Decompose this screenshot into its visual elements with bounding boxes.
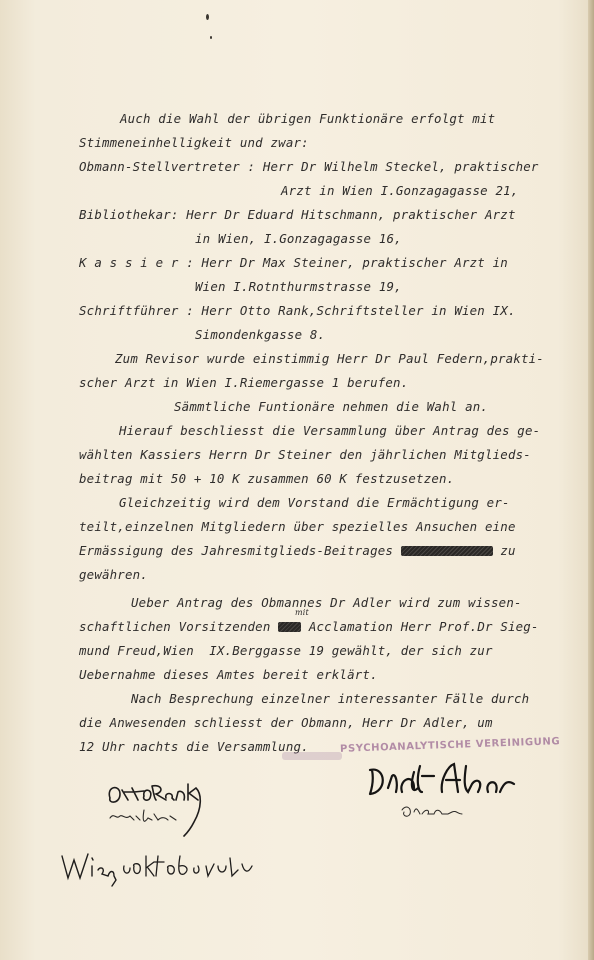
crossed-out-word	[401, 543, 493, 558]
text-line: Uebernahme dieses Amtes bereit erklärt.	[79, 667, 378, 682]
handwritten-insertion: mit	[295, 608, 309, 617]
text-line: wählten Kassiers Herrn Dr Steiner den jährlichen Mitglieds-	[79, 447, 531, 462]
text-line: 12 Uhr nachts die Versammlung.	[79, 739, 309, 754]
text-line: Wien I.Rotnthurmstrasse 19,	[195, 279, 402, 294]
text-line: scher Arzt in Wien I.Riemergasse 1 berufen.	[79, 375, 409, 390]
text-line: beitrag mit 50 + 10 K zusammen 60 K festzusetzen.	[79, 471, 455, 486]
text-line: Obmann-Stellvertreter : Herr Dr Wilhelm Steckel, praktischer	[79, 159, 539, 174]
text-line: Auch die Wahl der übrigen Funktionäre erfolgt mit	[120, 111, 496, 126]
text-line-part: Acclamation Herr Prof.Dr Sieg-	[308, 619, 539, 634]
text-line-part: Ermässigung des Jahresmitglieds-Beitrages	[79, 543, 394, 558]
text-line: teilt,einzelnen Mitgliedern über spezielles Ansuchen eine	[79, 519, 516, 534]
signature-alfred-adler	[362, 758, 532, 828]
text-line: Stimmeneinhelligkeit und zwar:	[79, 135, 309, 150]
text-line: Ueber Antrag des Obmannes Dr Adler wird zum wissen-	[131, 595, 522, 610]
text-line: Bibliothekar: Herr Dr Eduard Hitschmann, praktischer Arzt	[79, 207, 516, 222]
signature-otto-rank	[104, 778, 214, 848]
text-line: Simondenkgasse 8.	[195, 327, 326, 342]
text-line: Schriftführer : Herr Otto Rank,Schriftsteller in Wien IX.	[79, 303, 516, 318]
text-line: mund Freud,Wien IX.Berggasse 19 gewählt, der sich zur	[79, 643, 493, 658]
text-line: Gleichzeitig wird dem Vorstand die Ermächtigung er-	[119, 495, 510, 510]
paper-edge	[588, 0, 594, 960]
text-line-part: schaftlichen Vorsitzenden	[79, 619, 271, 634]
crossed-out-word	[278, 619, 301, 634]
text-line: die Anwesenden schliesst der Obmann, Herr Dr Adler, um	[79, 715, 493, 730]
text-line	[79, 619, 539, 634]
text-line: K a s s i e r : Herr Dr Max Steiner, praktischer Arzt in	[79, 255, 508, 270]
ink-speck	[206, 14, 209, 20]
stamp-fragment	[282, 752, 342, 760]
text-line	[79, 543, 516, 558]
handwritten-place-date	[58, 848, 258, 888]
text-line: in Wien, I.Gonzagagasse 16,	[195, 231, 402, 246]
text-line: Sämmtliche Funtionäre nehmen die Wahl an.	[174, 399, 489, 414]
text-line: Hierauf beschliesst die Versammlung über Antrag des ge-	[119, 423, 541, 438]
ink-speck	[210, 36, 212, 39]
text-line: gewähren.	[79, 567, 148, 582]
text-line: Nach Besprechung einzelner interessanter Fälle durch	[131, 691, 530, 706]
society-stamp: PSYCHOANALYTISCHE VEREINIGUNG	[339, 736, 561, 755]
text-line: Zum Revisor wurde einstimmig Herr Dr Paul Federn,prakti-	[115, 351, 544, 366]
text-line-part: zu	[500, 543, 516, 558]
text-line: Arzt in Wien I.Gonzagagasse 21,	[281, 183, 519, 198]
